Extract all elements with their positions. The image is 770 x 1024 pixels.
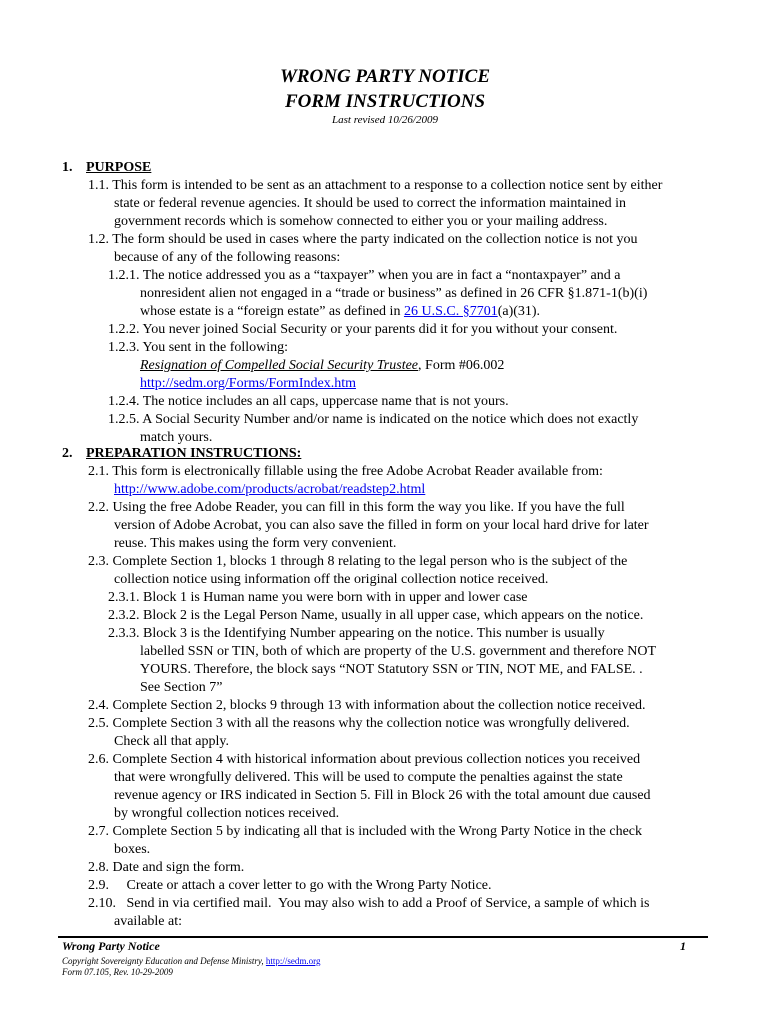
s1-line-14: 1.2.5. A Social Security Number and/or name is indicated on the notice which does not exactly xyxy=(108,412,639,427)
footer-doc-title: Wrong Party Notice xyxy=(62,939,160,953)
s2-line-4: version of Adobe Acrobat, you can also save the filled in form on your local hard drive for later xyxy=(114,518,649,533)
s2-line-21: 2.7. Complete Section 5 by indicating all that is included with the Wrong Party Notice in the check xyxy=(88,824,643,839)
usc-7701-link[interactable]: 26 U.S.C. §7701 xyxy=(403,304,498,319)
s2-line-16: Check all that apply. xyxy=(114,734,229,749)
s2-line-12: YOURS. Therefore, the block says “NOT Statutory SSN or TIN, NOT ME, and FALSE. . xyxy=(140,662,643,677)
s2-line-8: 2.3.1. Block 1 is Human name you were born with in upper and lower case xyxy=(108,590,528,605)
section-2-number: 2. xyxy=(62,446,73,461)
s1-line-3: government records which is somehow connected to either you or your mailing address. xyxy=(114,214,608,229)
s2-line-18: that were wrongfully delivered. This will be used to compute the penalties against the state xyxy=(114,770,623,785)
s1-line-7: nonresident alien not engaged in a “trade or business” as defined in 26 CFR §1.871-1(b)(i) xyxy=(140,286,648,301)
last-revised: Last revised 10/26/2009 xyxy=(332,114,438,126)
resignation-form-number: , Form #06.002 xyxy=(418,358,505,373)
resignation-form-title: Resignation of Compelled Social Security Trustee xyxy=(140,358,419,373)
section-2-heading: PREPARATION INSTRUCTIONS: xyxy=(86,446,302,461)
s2-line-20: by wrongful collection notices received. xyxy=(114,806,340,821)
s2-line-17: 2.6. Complete Section 4 with historical information about previous collection notices you received xyxy=(88,752,641,767)
section-1-number: 1. xyxy=(62,160,73,175)
s2-line-22: boxes. xyxy=(114,842,151,857)
s1-line-11 xyxy=(140,357,504,375)
s2-line-19: revenue agency or IRS indicated in Section 5. Fill in Block 26 with the total amount due caused xyxy=(114,788,651,803)
s1-line-13: 1.2.4. The notice includes an all caps, uppercase name that is not yours. xyxy=(108,394,509,409)
doc-title-line1: WRONG PARTY NOTICE xyxy=(279,66,491,87)
copyright-text: Copyright Sovereignty Education and Defense Ministry, xyxy=(62,956,266,966)
s2-line-14: 2.4. Complete Section 2, blocks 9 through 13 with information about the collection notice received. xyxy=(88,698,646,713)
s1-line-2: state or federal revenue agencies. It should be used to correct the information maintained in xyxy=(114,196,626,211)
s1-line-5: because of any of the following reasons: xyxy=(114,250,341,265)
s2-line-7: collection notice using information off the original collection notice received. xyxy=(114,572,549,587)
s1-line-10: 1.2.3. You sent in the following: xyxy=(108,340,289,355)
footer-copyright xyxy=(62,956,320,966)
s2-line-6: 2.3. Complete Section 1, blocks 1 through 8 relating to the legal person who is the subject of the xyxy=(88,554,628,569)
s1-line-15: match yours. xyxy=(140,430,213,445)
s1-line-1: 1.1. This form is intended to be sent as an attachment to a response to a collection notice sent by either xyxy=(88,178,663,193)
s2-line-23: 2.8. Date and sign the form. xyxy=(88,860,245,875)
s1-line-8-tail: (a)(31). xyxy=(497,304,541,319)
s2-line-11: labelled SSN or TIN, both of which are property of the U.S. government and therefore NOT xyxy=(140,644,657,659)
s1-line-6: 1.2.1. The notice addressed you as a “taxpayer” when you are in fact a “nontaxpayer” and a xyxy=(108,268,621,283)
sedm-link[interactable]: http://sedm.org xyxy=(265,956,321,966)
s2-line-26: available at: xyxy=(114,914,183,929)
doc-title-line2: FORM INSTRUCTIONS xyxy=(284,91,486,112)
s2-line-25: 2.10. Send in via certified mail. You may also wish to add a Proof of Service, a sample of which is xyxy=(88,896,650,911)
s2-line-3: 2.2. Using the free Adobe Reader, you can fill in this form the way you like. If you have the full xyxy=(88,500,625,515)
page-number: 1 xyxy=(680,939,686,953)
s2-line-9: 2.3.2. Block 2 is the Legal Person Name, usually in all upper case, which appears on the notice. xyxy=(108,608,644,623)
section-1-heading: PURPOSE xyxy=(86,160,152,175)
s2-line-13: See Section 7” xyxy=(140,680,223,695)
adobe-reader-link[interactable]: http://www.adobe.com/products/acrobat/readstep2.html xyxy=(114,482,426,497)
footer-form-rev: Form 07.105, Rev. 10-29-2009 xyxy=(62,967,173,977)
s2-line-1: 2.1. This form is electronically fillable using the free Adobe Acrobat Reader available from: xyxy=(88,464,603,479)
s2-line-5: reuse. This makes using the form very convenient. xyxy=(114,536,397,551)
s1-line-8-text: whose estate is a “foreign estate” as defined in xyxy=(140,304,404,319)
s2-line-24: 2.9. Create or attach a cover letter to go with the Wrong Party Notice. xyxy=(88,878,492,893)
s1-line-9: 1.2.2. You never joined Social Security or your parents did it for you without your consent. xyxy=(108,322,618,337)
s2-line-10: 2.3.3. Block 3 is the Identifying Number appearing on the notice. This number is usually xyxy=(108,626,605,641)
s1-line-4: 1.2. The form should be used in cases where the party indicated on the collection notice is not you xyxy=(88,232,638,247)
footer-rule xyxy=(58,936,708,938)
s2-line-15: 2.5. Complete Section 3 with all the reasons why the collection notice was wrongfully delivered. xyxy=(88,716,630,731)
sedm-forms-link[interactable]: http://sedm.org/Forms/FormIndex.htm xyxy=(140,376,356,391)
s1-line-8 xyxy=(140,303,540,321)
